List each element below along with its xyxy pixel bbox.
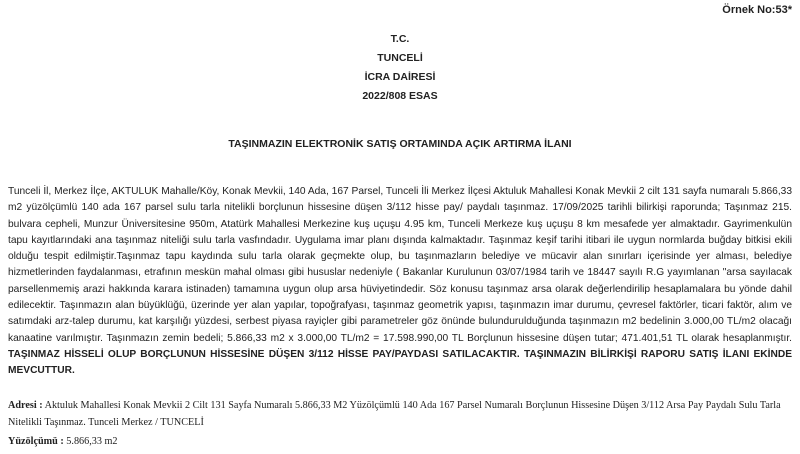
address-row	[8, 398, 792, 431]
announcement-body	[8, 184, 792, 380]
area-label: Yüzölçümü :	[8, 436, 64, 447]
header-city: TUNCELİ	[377, 52, 423, 64]
area-value: 5.866,33 m2	[66, 436, 118, 447]
header-office: İCRA DAİRESİ	[364, 71, 436, 83]
document-title: TAŞINMAZIN ELEKTRONİK SATIŞ ORTAMINDA AÇIK ARTIRMA İLANI	[228, 138, 572, 150]
body-paragraph: Tunceli İl, Merkez İlçe, AKTULUK Mahalle/Köy, Konak Mevkii, 140 Ada, 167 Parsel, Tunceli İli Merkez İlçesi Aktuluk Mahallesi Konak Mevkii 2 cilt 131 sayfa numaralı 5.866,33 m2 yüzölçümlü 140 ada 167 parsel sulu tarla nitelikli borçlunun hissesine düşen 3/112 hisse pay/ paydalı taşınmaz. 17/09/2025 tarihli bilirkişi raporunda; Taşınmaz 215. bulvara cepheli, Munzur Üniversitesine 950m, Atatürk Mahallesi Merkezine kuş uçuşu 4.95 km, Tunceli Merkeze kuş uçuşu 8 km mesafede yer almaktadır. Gayrimenkulün tapu kayıtlarındaki ana taşınmaz niteliği sulu tarla vasfındadır. Uygulama imar planı dışında kalmaktadır. Taşınmaz keşif tarihi itibari ile uygun normlarda buğday bitkisi ekili olduğu tespit edilmiştir.Taşınmaz tapu kaydında sulu tarla olarak geçmekte olup, bu taşınmazların belediye ve mücavir alan sınırları içerisinde yer alması, belediye hizmetlerinden faydalanması, etrafının meskün mahal olması gibi hususlar nedeniyle ( Bakanlar Kurulunun 03/07/1984 tarih ve 18447 sayılı R.G yayımlanan "arsa sayılacak parsellenmemiş arazi hakkında karara istinaden) tamamına uygun olup arsa hüviyetindedir. Söz konusu taşınmaz arsa olarak değerlendirilip hesaplamalara bu yönde dahil edilecektir. Taşınmazın alan büyüklüğü, üzerinde yer alan yapılar, topoğrafyası, taşınmaz geometrik yapısı, taşınmazın imar durumu, çevresel faktörler, ticari faktör, alım ve satımdaki arz-talep durumu, kat karşılığı yüzdesi, serbest piyasa rayiçler gibi parametreler göz önünde bulundurulduğunda taşınmazın m2 bedelinin 3.000,00 TL/m2 olacağı kanaatine varılmıştır. Taşınmazın zemin bedeli; 5.866,33 m2 x 3.000,00 TL/m2 = 17.598.990,00 TL Borçlunun hissesine düşen tutar; 471.401,51 TL olarak hesaplanmıştır.	[8, 186, 792, 344]
area-row	[8, 434, 792, 451]
header-country: T.C.	[390, 33, 410, 45]
document-header	[0, 30, 800, 106]
header-case-number: 2022/808 ESAS	[362, 90, 438, 102]
body-bold-note: TAŞINMAZ HİSSELİ OLUP BORÇLUNUN HİSSESİNE DÜŞEN 3/112 HİSSE PAY/PAYDASI SATILACAKTIR. TAŞINMAZIN BİLİRKİŞİ RAPORU SATIŞ İLANI EKİNDE MEVCUTTUR.	[8, 348, 792, 377]
address-value: Aktuluk Mahallesi Konak Mevkii 2 Cilt 131 Sayfa Numaralı 5.866,33 M2 Yüzölçümlü 140 Ada 167 Parsel Numaralı Borçlunun Hissesine Düşen 3/112 Arsa Pay Paydalı Sulu Tarla Nitelikli Taşınmaz. Tunceli Merkez / TUNCELİ	[8, 400, 781, 428]
form-number: Örnek No:53*	[722, 4, 792, 16]
address-label: Adresi :	[8, 400, 43, 411]
property-details	[8, 398, 792, 454]
